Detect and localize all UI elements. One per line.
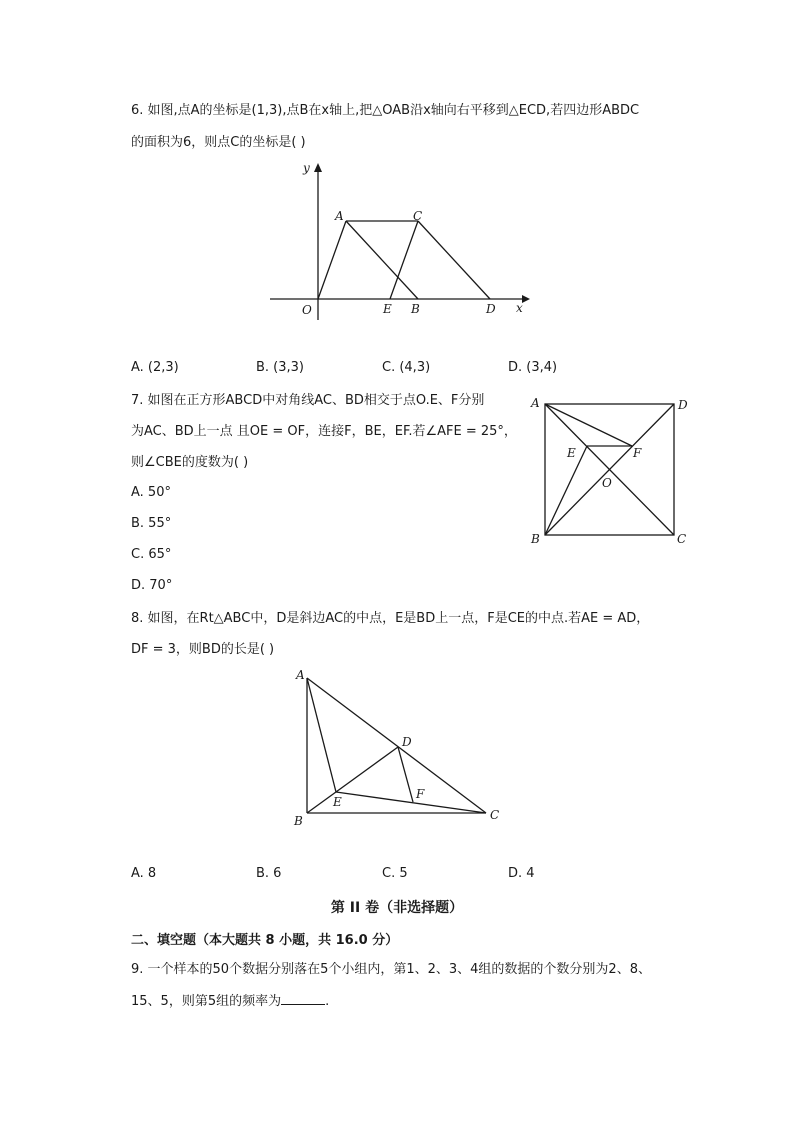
q8-text-line2: DF = 3，则BD的长是( ) (131, 642, 275, 657)
q9-text-line1: 9. 一个样本的50个数据分别落在5个小组内，第1、2、3、4组的数据的个数分别为2、8、 (131, 962, 651, 977)
q9-end: . (325, 994, 330, 1009)
q7-label-B: B (531, 532, 540, 546)
q9-text-line2: 15、5，则第5组的频率为 (131, 994, 282, 1009)
q8-label-B: B (294, 814, 303, 828)
q8-label-D: D (402, 735, 412, 749)
q7-option-a[interactable]: A. 50° (131, 485, 171, 500)
q6-option-d[interactable]: D. (3,4) (508, 360, 558, 375)
q6-option-b[interactable]: B. (3,3) (256, 360, 305, 375)
q7-label-F: F (633, 446, 642, 460)
q6-option-a[interactable]: A. (2,3) (131, 360, 179, 375)
q6-label-B: B (411, 302, 420, 316)
section-title: 第 II 卷（非选择题） (330, 900, 464, 916)
q7-label-D: D (678, 398, 688, 412)
q6-label-O: O (302, 303, 312, 317)
q7-label-E: E (567, 446, 576, 460)
q7-label-A: A (531, 396, 540, 410)
q6-option-c[interactable]: C. (4,3) (382, 360, 431, 375)
q7-option-d[interactable]: D. 70° (131, 578, 173, 593)
q8-option-d[interactable]: D. 4 (508, 866, 535, 881)
q6-text-line1: 6. 如图,点A的坐标是(1,3),点B在x轴上,把△OAB沿x轴向右平移到△ECD,若四边形ABDC (131, 103, 640, 118)
q8-option-b[interactable]: B. 6 (256, 866, 282, 881)
q7-option-b[interactable]: B. 55° (131, 516, 172, 531)
q8-label-E: E (333, 795, 342, 809)
q9-answer-blank[interactable] (281, 992, 325, 1005)
q7-text-line2: 为AC、BD上一点 且OE = OF，连接F，BE，EF.若∠AFE = 25°， (131, 424, 517, 439)
q7-text-line3: 则∠CBE的度数为( ) (131, 455, 249, 470)
q6-label-C: C (413, 209, 423, 223)
q9-text-line2-wrap (131, 992, 329, 1012)
q6-label-A: A (335, 209, 344, 223)
q7-label-O: O (602, 476, 612, 490)
q6-label-y: y (303, 161, 310, 175)
q8-seg-AE (307, 678, 336, 792)
q6-label-E: E (383, 302, 392, 316)
q7-option-c[interactable]: C. 65° (131, 547, 172, 562)
q8-option-a[interactable]: A. 8 (131, 866, 157, 881)
q7-label-C: C (677, 532, 687, 546)
q8-label-F: F (416, 787, 425, 801)
q8-option-c[interactable]: C. 5 (382, 866, 408, 881)
q7-text-line1: 7. 如图在正方形ABCD中对角线AC、BD相交于点O.E、F分别 (131, 393, 485, 408)
q6-label-D: D (486, 302, 496, 316)
q8-label-A: A (296, 668, 305, 682)
q8-seg-DF (398, 747, 413, 802)
q6-text-line2: 的面积为6，则点C的坐标是( ) (131, 135, 306, 150)
part2-header: 二、填空题（本大题共 8 小题，共 16.0 分） (131, 933, 399, 948)
q8-seg-BD (307, 747, 398, 813)
q8-label-C: C (490, 808, 500, 822)
q8-text-line1: 8. 如图，在Rt△ABC中，D是斜边AC的中点，E是BD上一点，F是CE的中点.若AE = AD， (131, 611, 650, 626)
q6-label-x: x (516, 301, 523, 315)
